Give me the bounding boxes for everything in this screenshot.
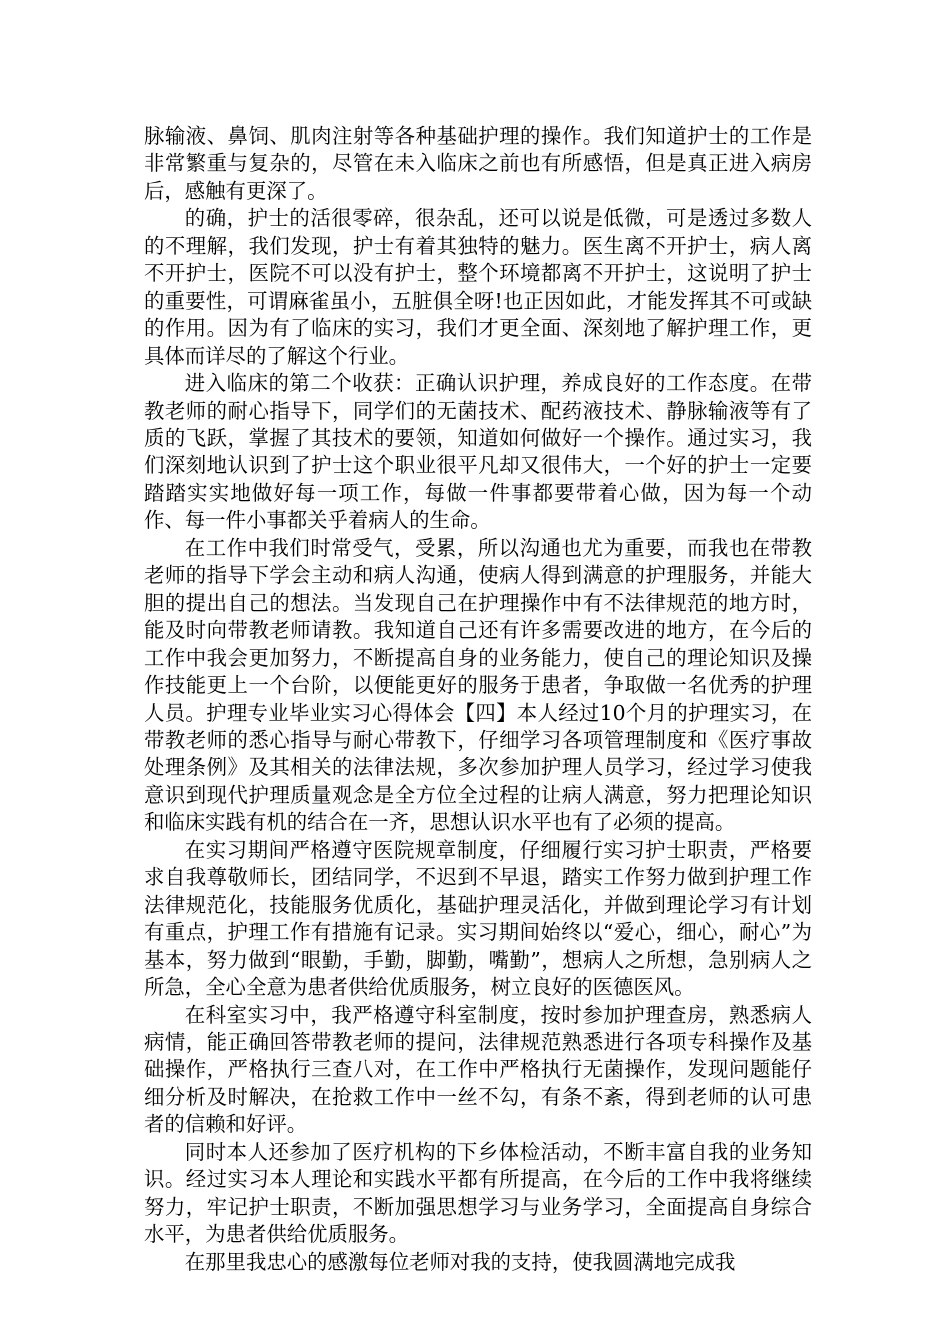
paragraph-6: 在科室实习中，我严格遵守科室制度，按时参加护理查房，熟悉病人病情，能正确回答带教老师的提问，法律规范熟悉进行各项专科操作及基础操作，严格执行三查八对，在工作中严格执行无菌操作，发现问题能仔细分析及时解决，在抢救工作中一丝不勾，有条不紊，得到老师的认可患者的信赖和好评。 [144,1002,812,1137]
paragraph-1: 脉输液、鼻饲、肌肉注射等各种基础护理的操作。我们知道护士的工作是非常繁重与复杂的，尽管在未入临床之前也有所感悟，但是真正进入病房后，感触有更深了。 [144,124,812,203]
paragraph-8: 在那里我忠心的感激每位老师对我的支持，使我圆满地完成我 [184,1249,736,1274]
paragraph-5: 在实习期间严格遵守医院规章制度，仔细履行实习护士职责，严格要求自我尊敬师长，团结同学，不迟到不早退，踏实工作努力做到护理工作法律规范化，技能服务优质化，基础护理灵活化，并做到理论学习有计划有重点，护理工作有措施有记录。实习期间始终以“爱心，细心，耐心”为基本，努力做到“眼勤，手勤，脚勤，嘴勤”，想病人之所想，急别病人之所急，全心全意为患者供给优质服务，树立良好的医德医风。 [144,837,812,1000]
paragraph-7: 同时本人还参加了医疗机构的下乡体检活动，不断丰富自我的业务知识。经过实习本人理论和实践水平都有所提高，在今后的工作中我将继续努力，牢记护士职责，不断加强思想学习与业务学习，全面提高自身综合水平，为患者供给优质服务。 [144,1139,812,1247]
paragraph-4: 在工作中我们时常受气，受累，所以沟通也尤为重要，而我也在带教老师的指导下学会主动和病人沟通，使病人得到满意的护理服务，并能大胆的提出自己的想法。当发现自己在护理操作中有不法律规范的地方时，能及时向带教老师请教。我知道自己还有许多需要改进的地方，在今后的工作中我会更加努力，不断提高自身的业务能力，使自己的理论知识及操作技能更上一个台阶，以便能更好的服务于患者，争取做一名优秀的护理人员。护理专业毕业实习心得体会【四】本人经过10个月的护理实习，在带教老师的悉心指导与耐心带教下，仔细学习各项管理制度和《医疗事故处理条例》及其相关的法律法规，多次参加护理人员学习，经过学习使我意识到现代护理质量观念是全方位全过程的让病人满意，努力把理论知识和临床实践有机的结合在一齐，思想认识水平也有了必须的提高。 [144,535,812,835]
document-page [144,123,812,1276]
paragraph-3: 进入临床的第二个收获：正确认识护理，养成良好的工作态度。在带教老师的耐心指导下，同学们的无菌技术、配药液技术、静脉输液等有了质的飞跃，掌握了其技术的要领，知道如何做好一个操作。通过实习，我们深刻地认识到了护士这个职业很平凡却又很伟大，一个好的护士一定要踏踏实实地做好每一项工作，每做一件事都要带着心做，因为每一个动作、每一件小事都关乎着病人的生命。 [144,371,812,533]
paragraph-2: 的确，护士的活很零碎，很杂乱，还可以说是低微，可是透过多数人的不理解，我们发现，护士有着其独特的魅力。医生离不开护士，病人离不开护士，医院不可以没有护士，整个环境都离不开护士，这说明了护士的重要性，可谓麻雀虽小，五脏俱全呀!也正因如此，才能发挥其不可或缺的作用。因为有了临床的实习，我们才更全面、深刻地了解护理工作，更具体而详尽的了解这个行业。 [144,206,812,368]
